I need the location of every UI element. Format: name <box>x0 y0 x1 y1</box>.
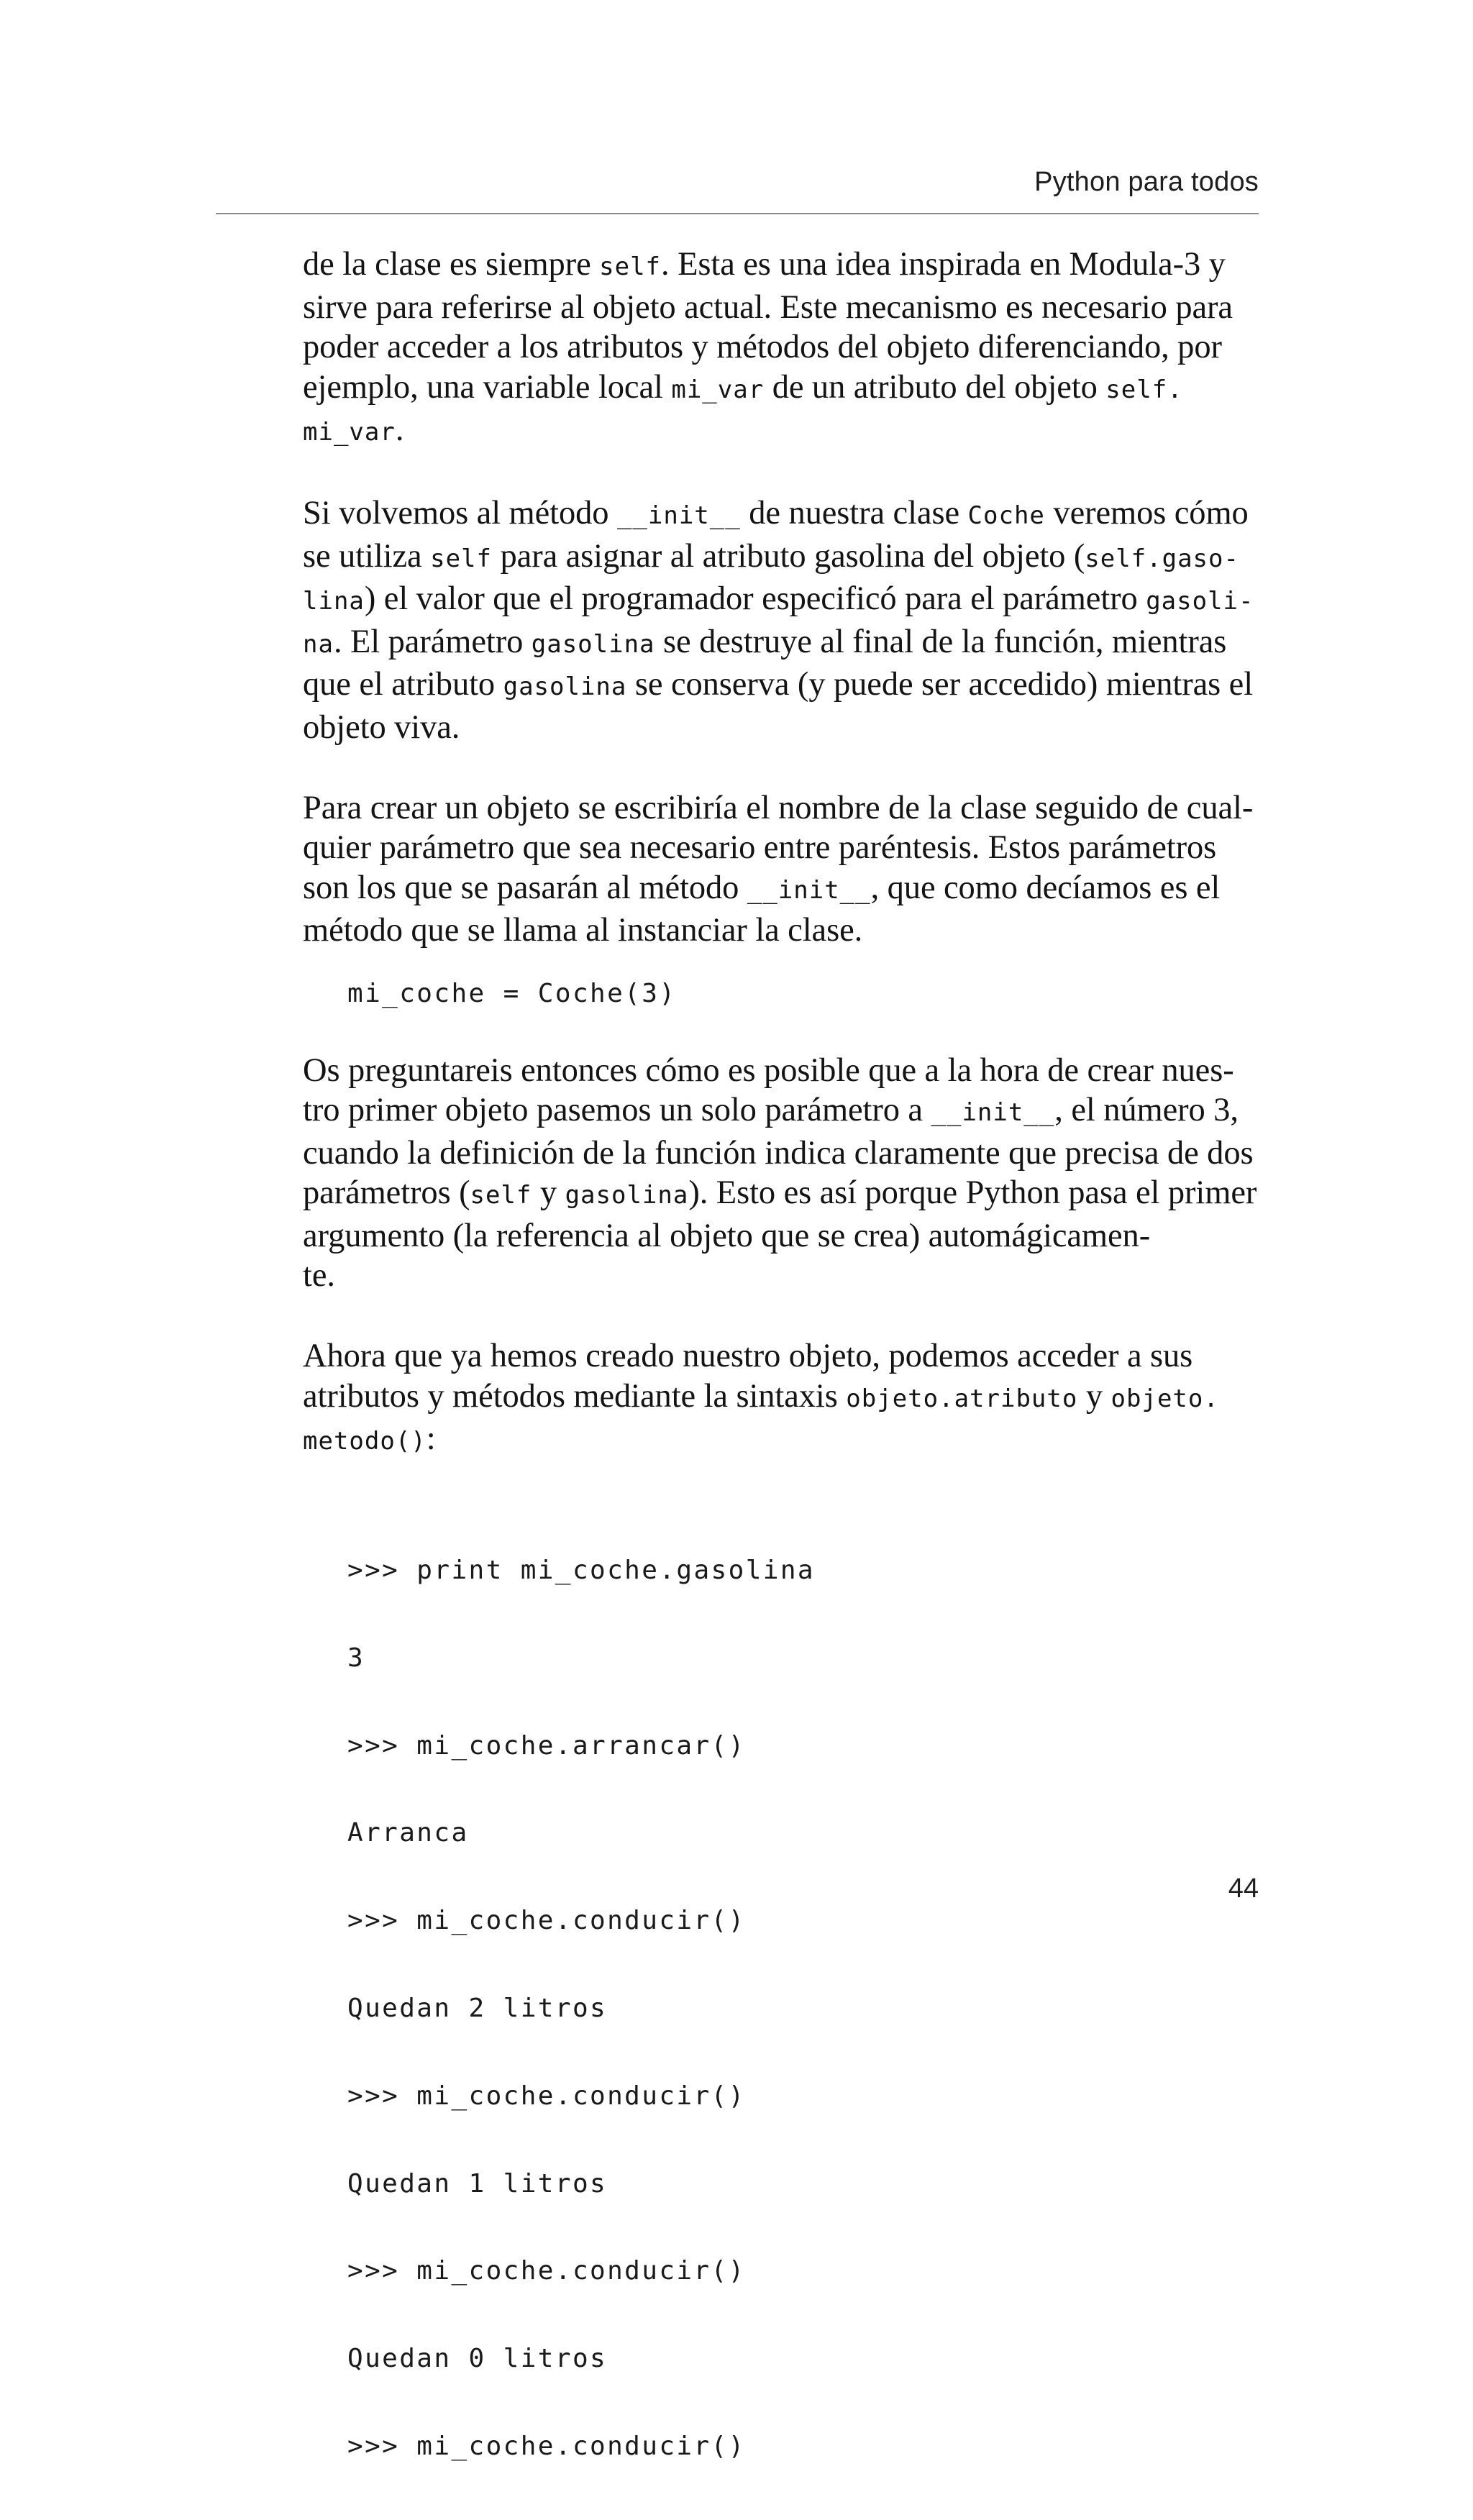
header-rule <box>216 213 1259 214</box>
code-line: Quedan 2 litros <box>347 1993 608 2023</box>
code-line: Arranca <box>347 1818 469 1848</box>
code-line: >>> mi_coche.conducir() <box>347 2431 746 2461</box>
inline-code: objeto.atributo <box>846 1384 1078 1413</box>
inline-code: gasoli- <box>1146 587 1254 616</box>
inline-code: mi_var <box>671 375 765 404</box>
inline-code: metodo() <box>303 1427 427 1456</box>
inline-code: __init__ <box>747 875 871 905</box>
code-line: >>> mi_coche.arrancar() <box>347 1730 746 1761</box>
code-line: Quedan 0 litros <box>347 2344 608 2374</box>
inline-code: mi_var <box>303 418 396 447</box>
running-header: Python para todos <box>1034 167 1259 197</box>
paragraph-self-argument: Os preguntareis entonces cómo es posible que a la hora de crear nues- tro primer objeto pasemos un solo parámetro a __init__, el número 3, cuando la definición de la función indica claramente que precisa de dos parámetros (self y gasolina). Esto es así porque Python pasa el primer argumento (la referencia al objeto que se crea) automágicamen- te. <box>303 1051 1257 1295</box>
inline-code: Coche <box>967 501 1045 530</box>
inline-code: gasolina <box>503 672 627 702</box>
code-block-instantiate <box>347 980 1259 1009</box>
paragraph-access-attributes: Ahora que ya hemos creado nuestro objeto, podemos acceder a sus atributos y métodos mediante la sintaxis objeto.atributo y objeto. metodo(): <box>303 1338 1219 1458</box>
code-line: >>> print mi_coche.gasolina <box>347 1556 815 1586</box>
inline-code: gasolina <box>565 1181 689 1210</box>
paragraph-create-object: Para crear un objeto se escribiría el nombre de la clase seguido de cual- quier parámetro que sea necesario entre paréntesis. Estos parámetros son los que se pasarán al método __init__, que como decíamos es el método que se llama al instanciar la clase. <box>303 789 1254 949</box>
inline-code: __init__ <box>931 1098 1055 1128</box>
inline-code: na <box>303 629 334 659</box>
inline-code: self. <box>1105 375 1183 404</box>
paragraph-self-explanation: de la clase es siempre self. Esta es una idea inspirada en Modula-3 y sirve para referirse al objeto actual. Este mecanismo es necesario para poder acceder a los atributos y métodos del objeto diferenciando, por ejemplo, una variable local mi_var de un atributo del objeto self. mi_var. <box>303 246 1233 449</box>
inline-code: self.gaso- <box>1085 544 1239 573</box>
page-number: 44 <box>1228 1873 1259 1904</box>
code-block-session <box>347 1498 1259 2520</box>
inline-code: self <box>470 1181 532 1210</box>
inline-code: lina <box>303 587 365 616</box>
code-line: mi_coche = Coche(3) <box>347 978 677 1008</box>
inline-code: self <box>430 544 492 573</box>
code-line: >>> mi_coche.conducir() <box>347 2256 746 2286</box>
inline-code: objeto. <box>1111 1384 1219 1413</box>
inline-code: self <box>599 252 662 281</box>
code-line: >>> mi_coche.conducir() <box>347 1906 746 1936</box>
code-line: Quedan 1 litros <box>347 2168 608 2199</box>
code-line: 3 <box>347 1643 365 1673</box>
inline-code: gasolina <box>531 629 655 659</box>
code-line: >>> mi_coche.conducir() <box>347 2081 746 2111</box>
page-body <box>303 245 1259 2520</box>
paragraph-init-method: Si volvemos al método __init__ de nuestra clase Coche veremos cómo se utiliza self para asignar al atributo gasolina del objeto (self.gaso- lina) el valor que el programador especificó para el parámetro gasoli- na. El parámetro gasolina se destruye al final de la función, mientras que el atributo gasolina se conserva (y puede ser accedido) mientras el objeto viva. <box>303 494 1254 746</box>
inline-code: __init__ <box>616 501 741 530</box>
